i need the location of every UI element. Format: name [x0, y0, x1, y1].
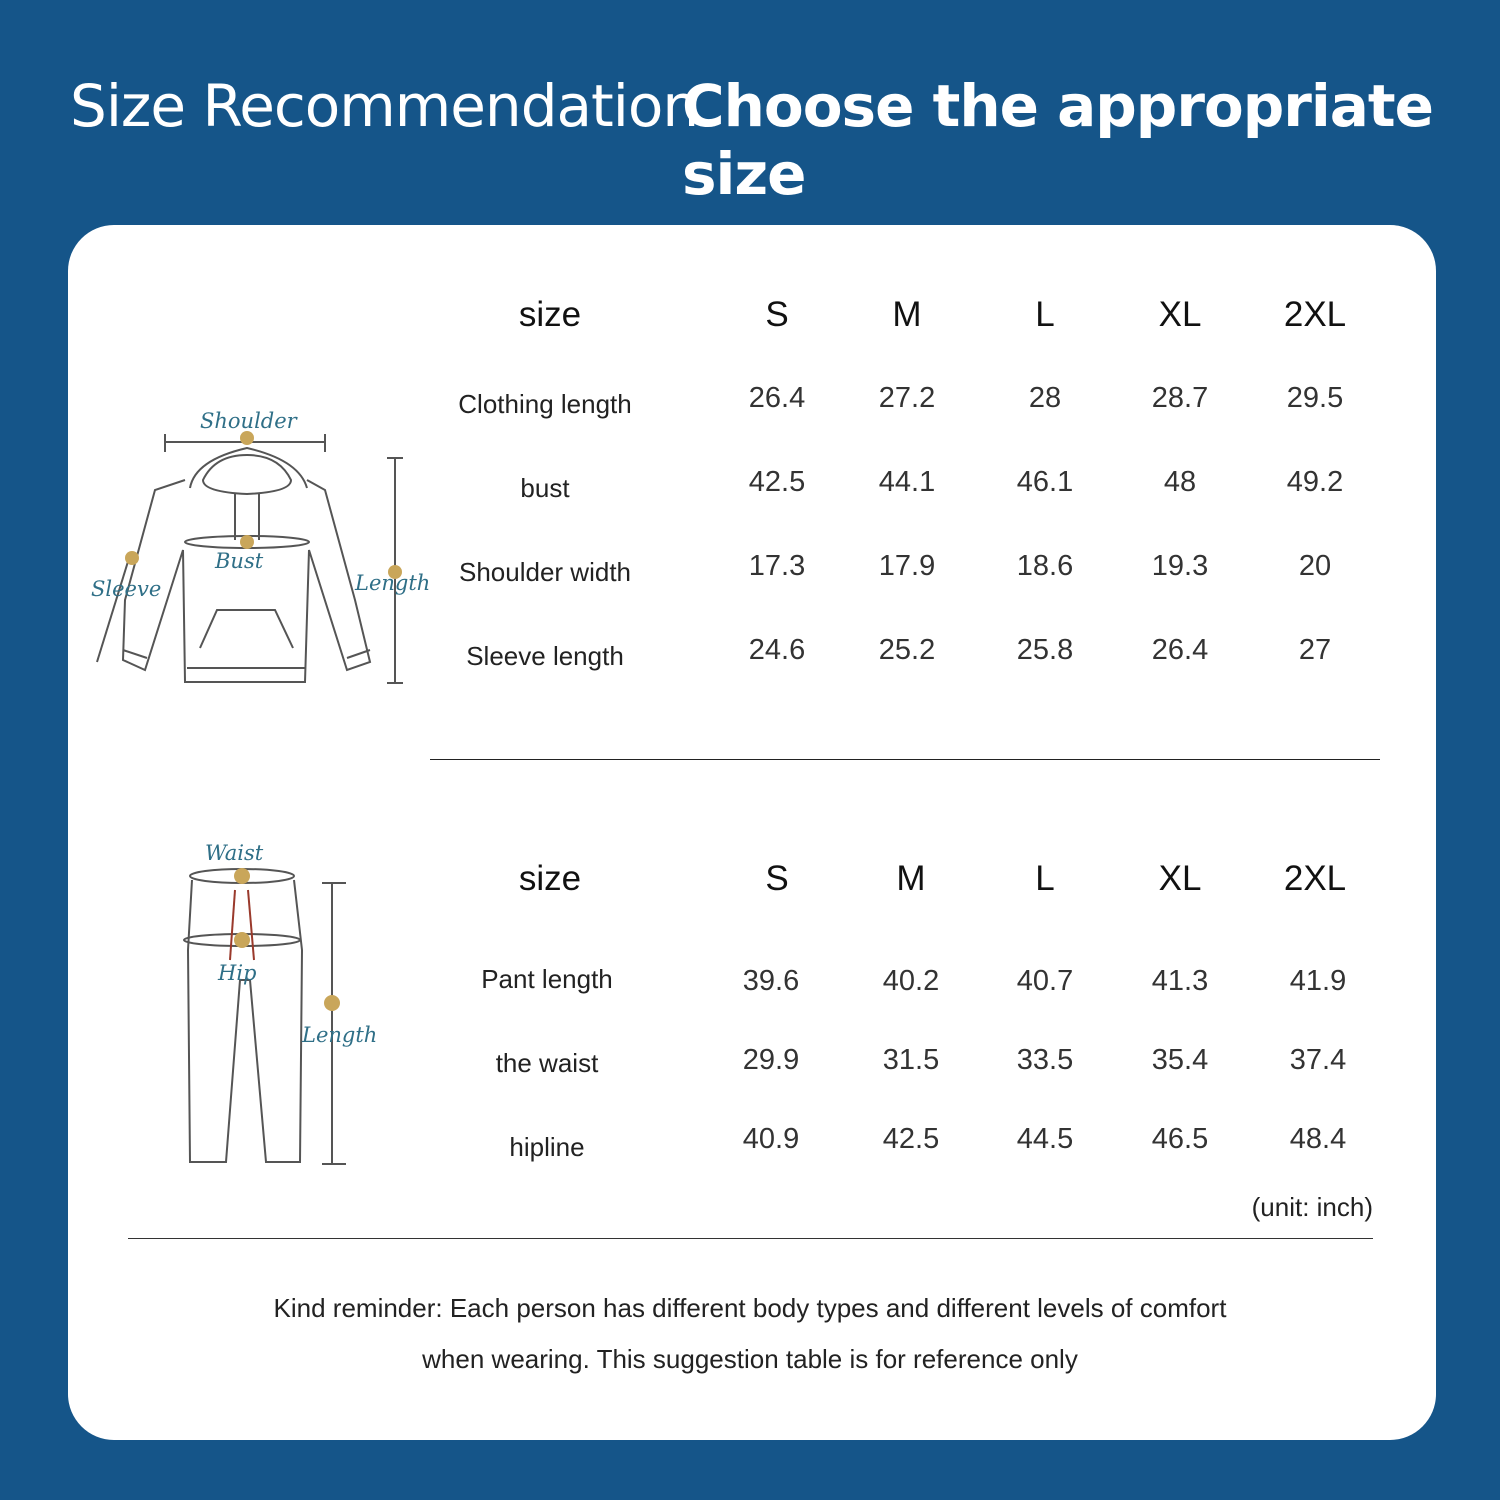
marker-6-icon: [234, 932, 250, 948]
table-cell: 40.2: [882, 965, 940, 997]
size-xl-header: XL: [1158, 859, 1202, 898]
row-label-waist: the waist: [495, 1048, 599, 1078]
size-header: size: [518, 295, 582, 334]
title-choose-size: Choose the appropriate size: [682, 72, 1433, 208]
table-cell: 18.6: [1016, 550, 1074, 582]
table-cell: 25.8: [1016, 634, 1074, 666]
label-bust: Bust: [215, 549, 264, 573]
size-l-header: L: [1035, 295, 1055, 334]
table-cell: 37.4: [1289, 1044, 1347, 1076]
table-cell: 48: [1163, 466, 1197, 498]
reminder-line-1: Kind reminder: Each person has different body types and different levels of comfort: [273, 1293, 1227, 1323]
table-cell: 39.6: [742, 965, 800, 997]
size-s-header: S: [765, 295, 789, 334]
reminder-line-2: when wearing. This suggestion table is for reference only: [422, 1344, 1078, 1374]
table-cell: 24.6: [748, 634, 806, 666]
label-hip: Hip: [218, 961, 257, 985]
table-cell: 41.9: [1289, 965, 1347, 997]
table-cell: 29.5: [1286, 382, 1344, 414]
table-cell: 35.4: [1151, 1044, 1209, 1076]
table-cell: 42.5: [748, 466, 806, 498]
label-sleeve: Sleeve: [91, 577, 162, 601]
table-cell: 26.4: [1151, 634, 1209, 666]
hoodie-diagram-icon: [85, 400, 445, 700]
table-cell: 29.9: [742, 1044, 800, 1076]
marker-3-icon: [240, 431, 254, 445]
size-m-header: M: [896, 859, 926, 898]
table-cell: 40.7: [1016, 965, 1074, 997]
label-waist: Waist: [205, 841, 264, 865]
pants-diagram-icon: [180, 830, 400, 1180]
row-label-clothing-length: Clothing length: [458, 389, 632, 419]
label-pant-length: Length: [302, 1023, 378, 1047]
size-2xl-header: 2XL: [1283, 859, 1347, 898]
size-l-header: L: [1035, 859, 1055, 898]
table-cell: 44.5: [1016, 1123, 1074, 1155]
row-label-shoulder-width: Shoulder width: [459, 557, 631, 587]
row-label-pant-length: Pant length: [481, 964, 613, 994]
table-cell: 31.5: [882, 1044, 940, 1076]
section-divider: [430, 759, 1380, 760]
table-cell: 33.5: [1016, 1044, 1074, 1076]
size-xl-header: XL: [1158, 295, 1202, 334]
label-shoulder: Shoulder: [200, 409, 297, 433]
table-cell: 48.4: [1289, 1123, 1347, 1155]
table-cell: 19.3: [1151, 550, 1209, 582]
table-cell: 49.2: [1286, 466, 1344, 498]
row-label-sleeve-length: Sleeve length: [466, 641, 624, 671]
table-cell: 17.9: [878, 550, 936, 582]
table-cell: 46.1: [1016, 466, 1074, 498]
size-header: size: [518, 859, 582, 898]
marker-4-icon: [125, 551, 139, 565]
table-cell: 26.4: [748, 382, 806, 414]
table-cell: 27.2: [878, 382, 936, 414]
table-cell: 28: [1028, 382, 1062, 414]
table-cell: 44.1: [878, 466, 936, 498]
size-m-header: M: [892, 295, 922, 334]
table-cell: 27: [1298, 634, 1332, 666]
table-cell: 41.3: [1151, 965, 1209, 997]
table-cell: 28.7: [1151, 382, 1209, 414]
footer-divider: [128, 1238, 1373, 1239]
table-cell: 17.3: [748, 550, 806, 582]
size-2xl-header: 2XL: [1283, 295, 1347, 334]
marker-2-icon: [240, 535, 254, 549]
table-cell: 20: [1298, 550, 1332, 582]
marker-5-icon: [234, 868, 250, 884]
unit-note: (unit: inch): [1251, 1192, 1373, 1222]
label-length: Length: [355, 571, 431, 595]
row-label-bust: bust: [520, 473, 570, 503]
size-s-header: S: [765, 859, 789, 898]
title-size-recommendation: Size Recommendation: [70, 72, 699, 140]
table-cell: 40.9: [742, 1123, 800, 1155]
table-cell: 25.2: [878, 634, 936, 666]
row-label-hipline: hipline: [509, 1132, 585, 1162]
table-cell: 46.5: [1151, 1123, 1209, 1155]
header: [0, 72, 1500, 208]
marker-7-icon: [324, 995, 340, 1011]
table-cell: 42.5: [882, 1123, 940, 1155]
